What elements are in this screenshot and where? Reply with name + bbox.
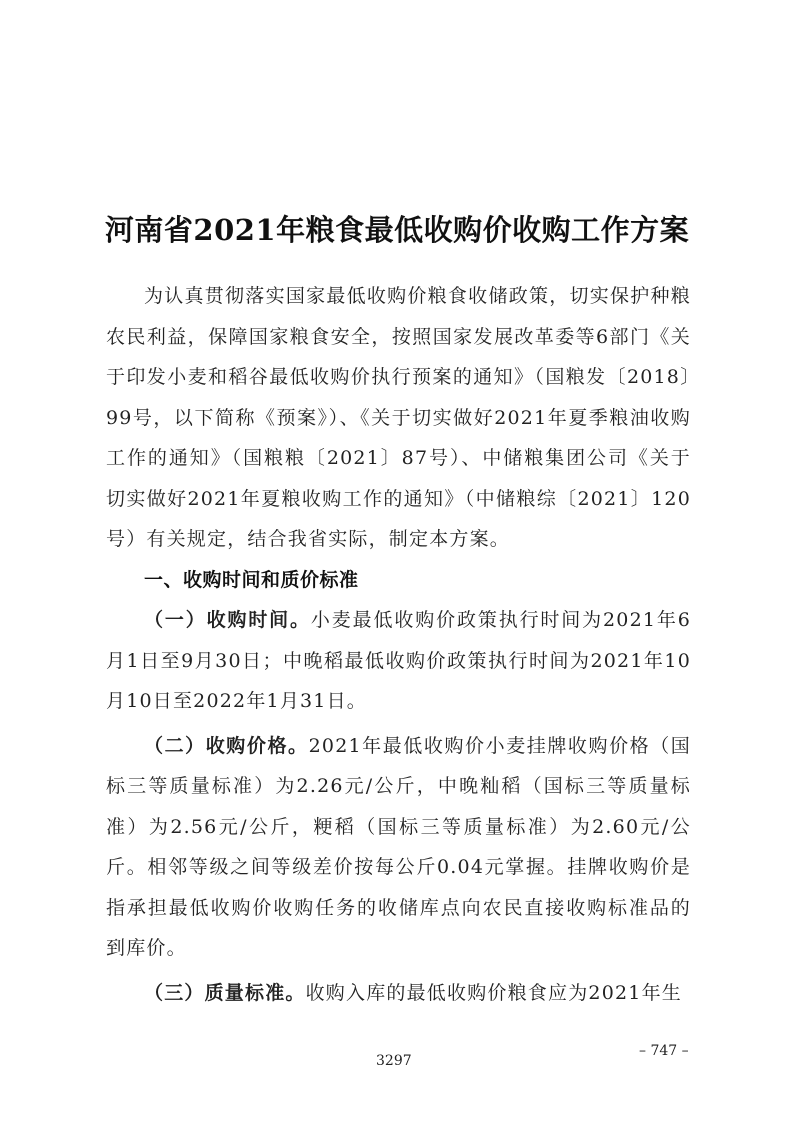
- document-number: 3297: [376, 1053, 412, 1069]
- item-paragraph-price: [106, 726, 691, 969]
- intro-paragraph: 为认真贯彻落实国家最低收购价粮食收储政策，切实保护种粮农民利益，保障国家粮食安全，按照国家发展改革委等6部门《关于印发小麦和稻谷最低收购价执行预案的通知》（国粮发〔2018〕99号，以下简称《预案》）、《关于切实做好2021年夏季粮油收购工作的通知》（国粮粮〔2021〕87号）、中储粮集团公司《关于切实做好2021年夏粮收购工作的通知》（中储粮综〔2021〕120号）有关规定，结合我省实际，制定本方案。: [106, 285, 691, 550]
- item-paragraph-time: [106, 600, 691, 722]
- item-text-quality: 收购入库的最低收购价粮食应为2021年生: [305, 981, 682, 1004]
- page-number: – 747 –: [639, 1043, 689, 1059]
- item-paragraph-quality: [106, 973, 691, 1014]
- item-text-time: 小麦最低收购价政策执行时间为2021年6月1日至9月30日；中晚稻最低收购价政策执行时间为2021年10月10日至2022年1月31日。: [106, 609, 691, 712]
- document-title: 河南省2021年粮食最低收购价收购工作方案: [104, 213, 690, 247]
- item-label-price: （二）收购价格。: [144, 734, 309, 757]
- item-text-price: 2021年最低收购价小麦挂牌收购价格（国标三等质量标准）为2.26元/公斤，中晚籼稻（国标三等质量标准）为2.56元/公斤，粳稻（国标三等质量标准）为2.60元/公斤。相邻等级之间等级差价按每公斤0.04元掌握。挂牌收购价是指承担最低收购价收购任务的收储库点向农民直接收购标准品的到库价。: [106, 734, 692, 959]
- section-heading: 一、收购时间和质价标准: [144, 568, 359, 591]
- item-label-time: （一）收购时间。: [144, 609, 311, 631]
- document-body: [106, 276, 691, 1013]
- item-label-quality: （三）质量标准。: [144, 981, 306, 1004]
